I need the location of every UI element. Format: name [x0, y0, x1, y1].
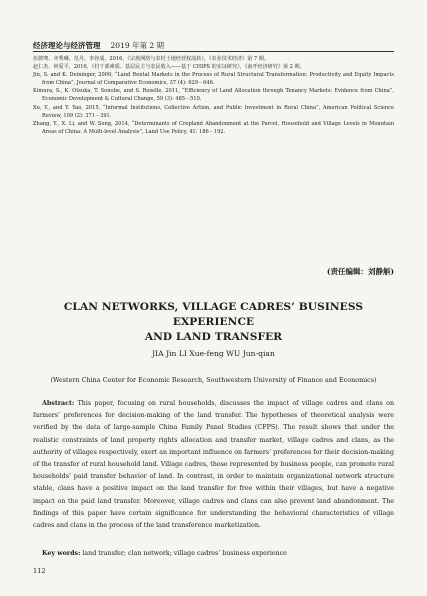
reference-item: 赵仁杰、何爱平，2016，《村干部素质、基层民主与农民收入——基于 CHIPS 的实证研究》，《南开经济研究》第 2 期。 — [33, 64, 305, 71]
keywords-text: land transfer; clan network; village cadres’ business experience — [80, 550, 287, 557]
reference-item: Zhang, Y., X. Li, and W. Song, 2014, “Determinants of Cropland Abandonment at the Parcel, Household and Village Levels in Mountain Areas of China: A Multi-level Analysis”, Land Use Policy, 41: 186－192. — [33, 120, 394, 135]
page-number: 112 — [33, 567, 46, 575]
affiliation: (Western China Center for Economic Research, Southwestern University of Finance and Economics) — [50, 376, 377, 384]
keywords — [42, 550, 394, 557]
reference-item: Xu, Y., and Y. Yao, 2015, “Informal Institutions, Collective Action, and Public Investment in Rural China”, American Political Science Review, 109 (2): 371－391. — [33, 104, 394, 119]
reference-item: Jin, S. and K. Deininger, 2009, “Land Rental Markets in the Process of Rural Structural Transformation: Productivity and Equity Impacts from China”, Journal of Comparative Economics, 37 (4): 629－646. — [33, 72, 394, 87]
abstract-label: Abstract: — [42, 400, 75, 407]
reference-item: Kimura, S., K. Otsuka, T. Sonobe, and S. Rozelle, 2011, “Efficiency of Land Allocation through Tenancy Markets: Evidence from China”, Economic Development & Cultural Change, 59 (3): 485－510. — [33, 88, 394, 103]
title-line-2: AND LAND TRANSFER — [144, 331, 283, 343]
keywords-label: Key words: — [42, 550, 81, 557]
reference-item: 伍骏骞、齐秀琳、范丹、李谷成，2016，《宗族网络与农村土地经营权流转》，《农业技术经济》第 7 期。 — [33, 56, 269, 62]
editor-note: (责任编辑：刘静斛) — [326, 267, 394, 276]
header-rule — [33, 51, 394, 52]
article-title — [33, 300, 394, 345]
abstract-text: This paper, focusing on rural households, discusses the impact of village cadres and clans on farmers’ preferences for decision-making of the land transfer. The hypotheses of theoretical analysis were verified by the data of large-sample China Family Panel Studies (CFPS). The result shows that under the realistic constraints of land property rights allocation and transfer market, village cadres and clans, as the authority of villages respectively, exert an important influence on farmers’ preferences for their decision-making of the transfer of rural household land. Village cadres, those represented by business people, can promote rural households’ paid transfer behavior of land. In contrast, in order to maintain organizational network structure stable, clans have a positive impact on the land transfer for free within their villages, but have a negative impact on the paid land transfer. Moreover, village cadres and clans can also prevent land abandonment. The findings of this paper have certain significance for understanding the behavioral characteristics of village cadres and clans in the process of the land transference marketization. — [33, 400, 394, 530]
journal-name: 经济理论与经济管理 — [33, 41, 101, 50]
title-line-1: CLAN NETWORKS, VILLAGE CADRES’ BUSINESS EXPERIENCE — [63, 301, 364, 328]
references-list — [33, 55, 394, 136]
issue-label: 2019 年第 2 期 — [110, 41, 165, 50]
abstract — [33, 398, 394, 532]
authors: JIA Jin LI Xue-feng WU Jun-qian — [152, 349, 275, 358]
running-head — [33, 40, 393, 51]
